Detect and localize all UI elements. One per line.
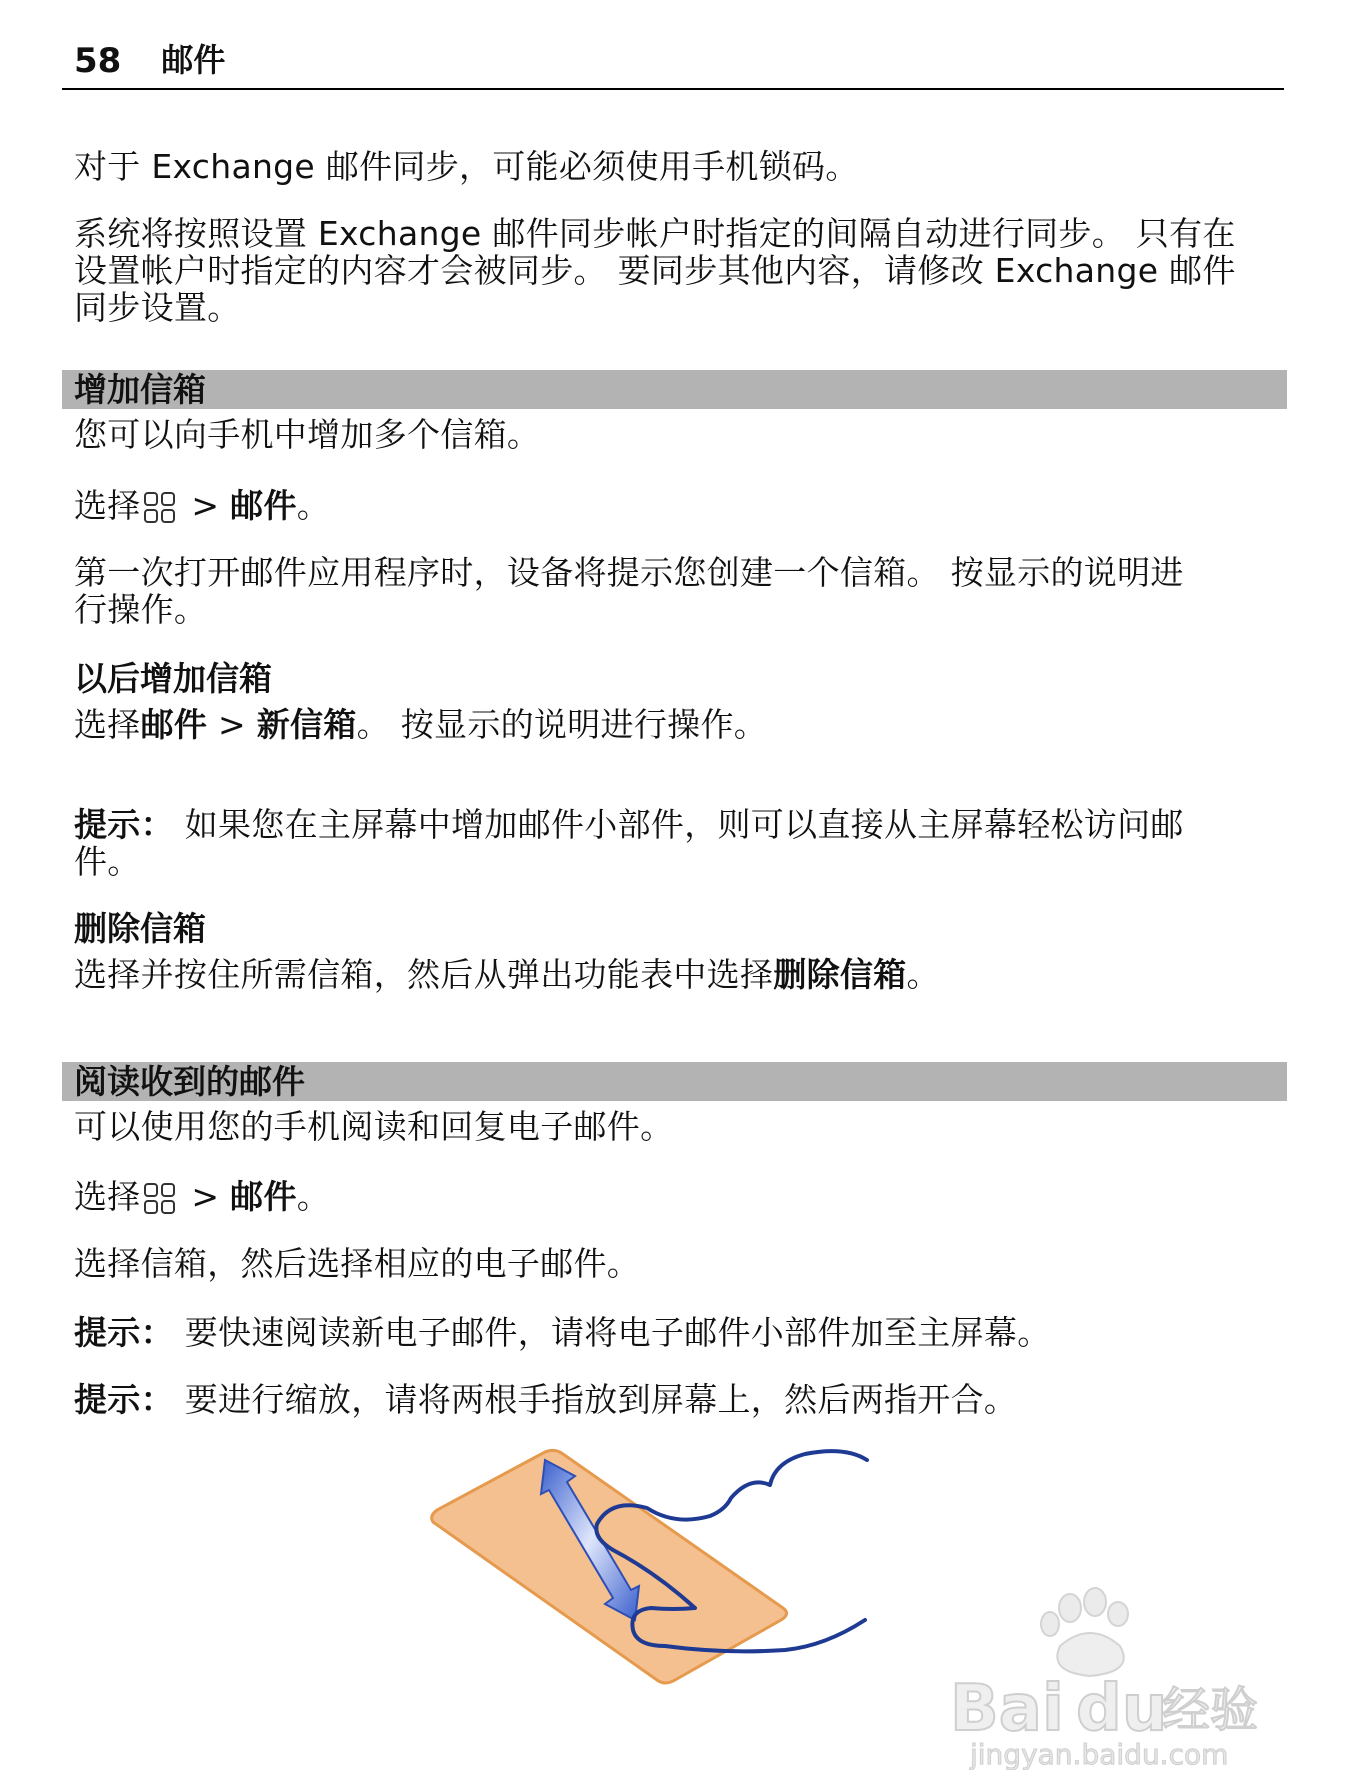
tip-text: 要快速阅读新电子邮件，请将电子邮件小部件加至主屏幕。 bbox=[173, 1313, 1051, 1352]
period: 。 bbox=[296, 486, 331, 525]
period: 。 bbox=[296, 1177, 331, 1216]
mail-menu-item: 邮件 bbox=[230, 486, 297, 525]
read-select-mailbox-text: 选择信箱，然后选择相应的电子邮件。 bbox=[74, 1244, 641, 1283]
mail-menu-item: 邮件 bbox=[230, 1177, 297, 1216]
add-intro-text: 您可以向手机中增加多个信箱。 bbox=[74, 415, 541, 454]
tip-text-line-2: 件。 bbox=[74, 842, 141, 881]
path-separator: > bbox=[207, 705, 257, 744]
tip-quick-read bbox=[74, 1314, 1286, 1351]
first-open-line-2: 行操作。 bbox=[74, 590, 208, 629]
select-word: 选择 bbox=[74, 705, 141, 744]
intro-paragraph-1: 对于 Exchange 邮件同步，可能必须使用手机锁码。 bbox=[74, 147, 859, 186]
delete-text: 选择并按住所需信箱，然后从弹出功能表中选择 bbox=[74, 955, 774, 994]
baidu-watermark bbox=[930, 1580, 1290, 1770]
app-menu-icon bbox=[143, 1182, 177, 1216]
mail-menu-item: 邮件 bbox=[140, 705, 208, 744]
tip-text: 要进行缩放，请将两根手指放到屏幕上，然后两指开合。 bbox=[173, 1380, 1018, 1419]
tip-label: 提示： bbox=[74, 1313, 174, 1352]
page-number: 58 bbox=[74, 41, 122, 81]
path-separator: > bbox=[180, 1177, 231, 1216]
tip-text: 如果您在主屏幕中增加邮件小部件，则可以直接从主屏幕轻松访问邮 bbox=[173, 805, 1184, 844]
subheading-add-later: 以后增加信箱 bbox=[74, 659, 272, 698]
page-header bbox=[62, 41, 1284, 90]
add-select-path bbox=[74, 487, 1286, 525]
read-select-path bbox=[74, 1178, 1286, 1216]
subheading-delete-mailbox: 删除信箱 bbox=[74, 909, 206, 948]
watermark-brand-cn: 经验 bbox=[1162, 1682, 1259, 1738]
tip-label: 提示： bbox=[74, 805, 174, 844]
add-later-path bbox=[74, 706, 1286, 743]
select-word: 选择 bbox=[74, 486, 141, 525]
app-menu-icon bbox=[143, 491, 177, 525]
watermark-brand-2: du bbox=[1076, 1672, 1168, 1746]
section-heading-read-mail: 阅读收到的邮件 bbox=[62, 1062, 1287, 1101]
section-heading-add-mailbox: 增加信箱 bbox=[62, 370, 1287, 409]
intro-p2-line-3: 同步设置。 bbox=[74, 288, 241, 327]
new-mailbox-item: 新信箱 bbox=[256, 705, 357, 744]
period: 。 bbox=[906, 955, 940, 994]
read-intro-text: 可以使用您的手机阅读和回复电子邮件。 bbox=[74, 1107, 674, 1146]
tip-label: 提示： bbox=[74, 1380, 174, 1419]
delete-instruction bbox=[74, 956, 1286, 993]
watermark-brand: Bai bbox=[950, 1672, 1064, 1746]
pinch-zoom-gesture-icon bbox=[425, 1440, 905, 1690]
add-first-open-text bbox=[74, 554, 1286, 628]
intro-p2-line-1: 系统将按照设置 Exchange 邮件同步帐户时指定的间隔自动进行同步。 只有在 bbox=[74, 214, 1236, 253]
instruction-text: 。 按显示的说明进行操作。 bbox=[356, 705, 768, 744]
watermark-url: jingyan.baidu.com bbox=[970, 1738, 1229, 1770]
intro-p2-line-2: 设置帐户时指定的内容才会被同步。 要同步其他内容，请修改 Exchange 邮件 bbox=[74, 251, 1236, 290]
chapter-title: 邮件 bbox=[161, 41, 226, 79]
first-open-line-1: 第一次打开邮件应用程序时，设备将提示您创建一个信箱。 按显示的说明进 bbox=[74, 553, 1184, 592]
path-separator: > bbox=[180, 486, 231, 525]
select-word: 选择 bbox=[74, 1177, 141, 1216]
intro-paragraph-2 bbox=[74, 215, 1286, 326]
tip-widget bbox=[74, 806, 1286, 880]
tip-zoom bbox=[74, 1381, 1286, 1418]
delete-mailbox-item: 删除信箱 bbox=[773, 955, 907, 994]
